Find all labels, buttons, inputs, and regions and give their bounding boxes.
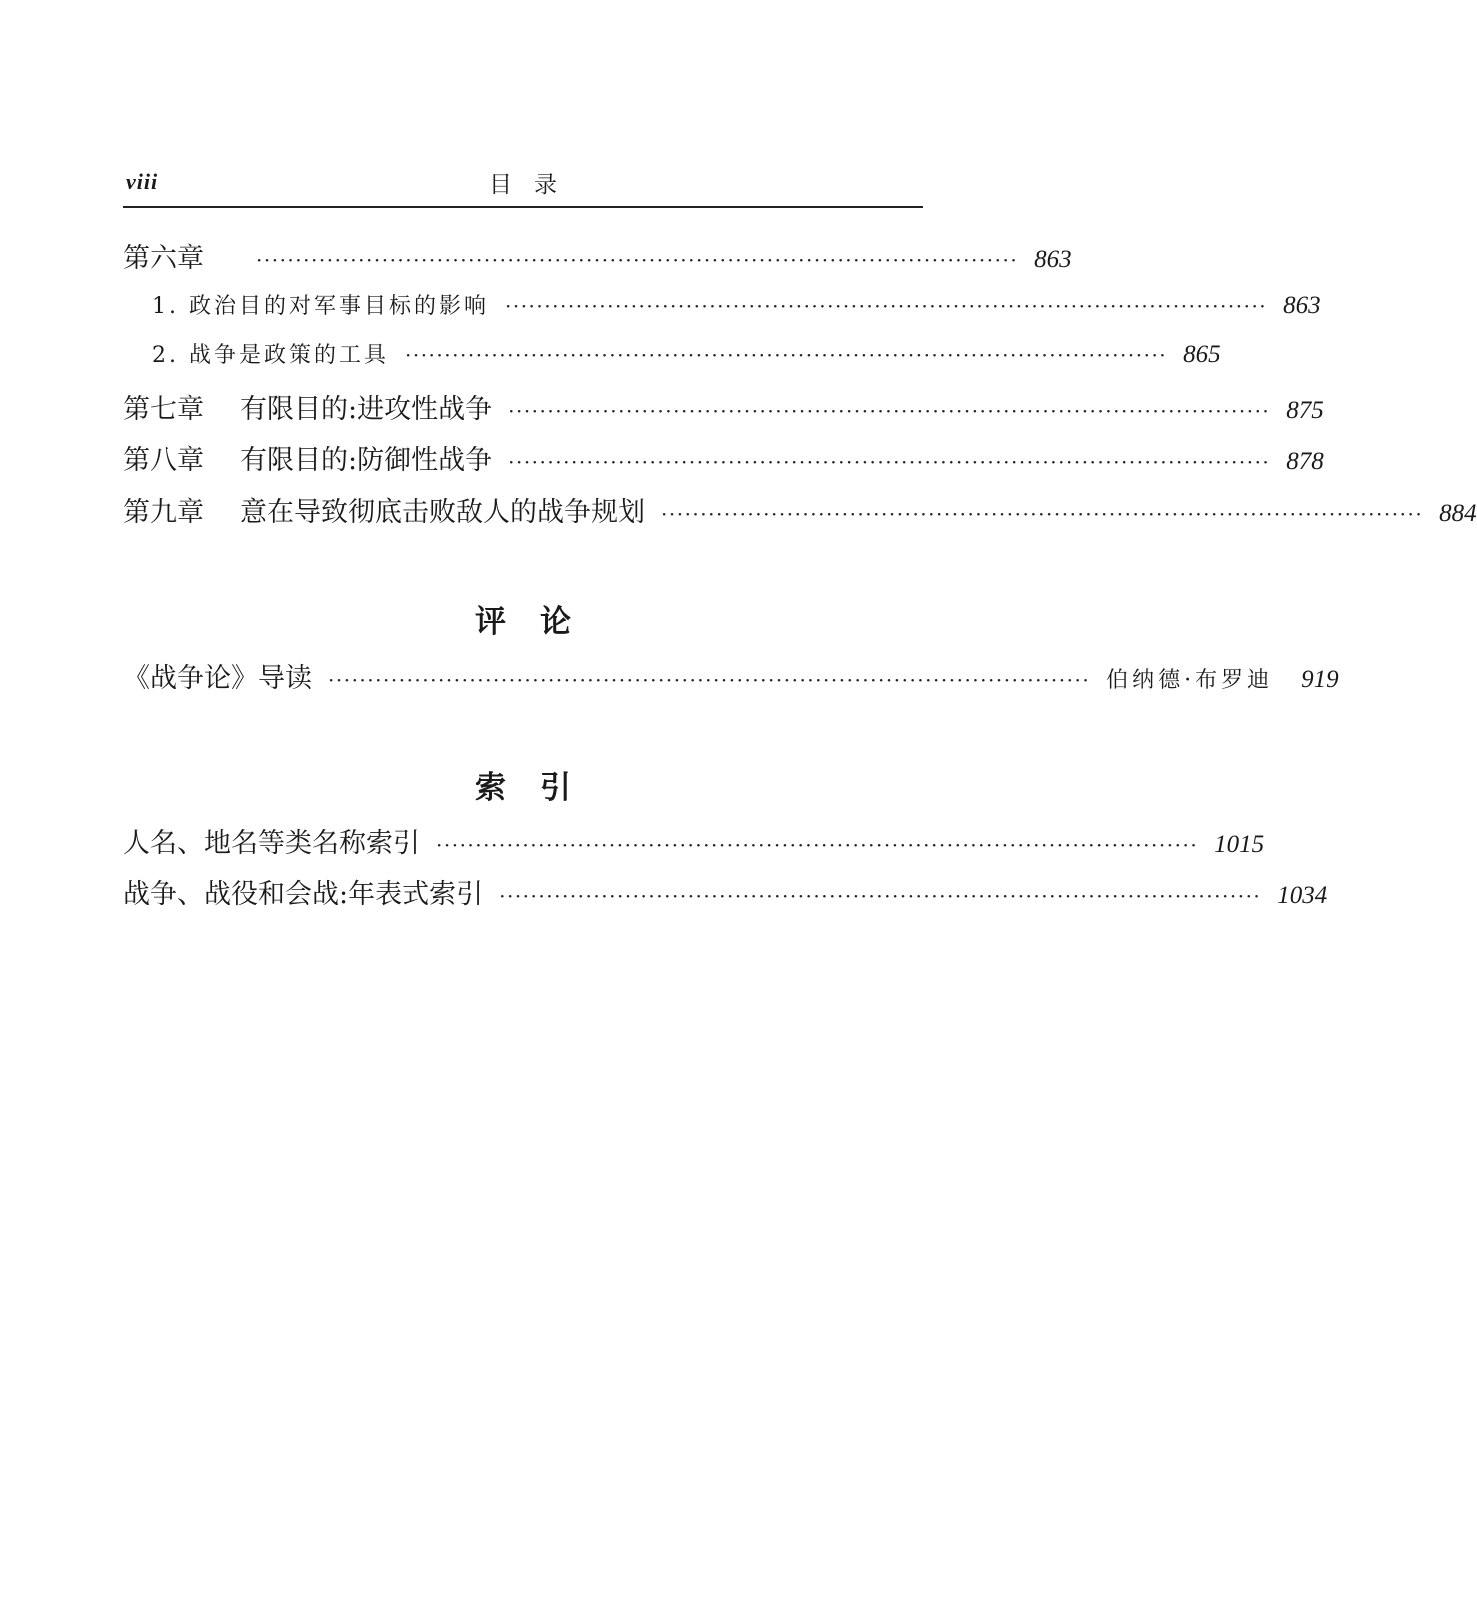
toc-entry-author: 伯纳德·布罗迪 [1106,668,1274,693]
toc-entry-chapter-9 [123,490,1477,530]
leader-dots: ································································································· [508,399,1271,423]
page-header [123,164,923,206]
leader-dots: ································································································· [404,343,1168,367]
toc-entry-index-wars [123,872,1328,912]
leader-dots: ································································································· [508,450,1271,474]
leader-dots: ································································································· [436,833,1199,857]
toc-entry-page: 875 [1286,397,1324,424]
leader-dots: ································································································· [328,668,1091,692]
leader-dots: ································································································· [661,502,1424,526]
toc-entry-page: 1015 [1214,831,1265,858]
toc-entry-label: 2. 战争是政策的工具 [152,343,389,368]
page-folio: viii [126,169,159,194]
toc-entry-title: 战争、战役和会战:年表式索引 [123,879,484,910]
leader-dots: ································································································· [504,294,1268,318]
toc-entry-label: 第八章 [123,445,204,476]
toc-entry-page: 884 [1439,500,1477,527]
toc-entry-commentary [123,656,1339,696]
toc-entry-page: 878 [1286,448,1324,475]
toc-entry-title: 人名、地名等类名称索引 [123,828,420,859]
section-heading-commentary: 评论 [475,604,605,640]
toc-entry-title: 有限目的:进攻性战争 [240,394,493,425]
section-heading-index: 索引 [475,770,605,806]
toc-entry-chapter-6 [123,236,1072,276]
toc-entry-page: 919 [1301,666,1339,693]
toc-entry-title: 《战争论》导读 [123,663,312,694]
toc-entry-index-names [123,821,1265,861]
toc-entry-page: 863 [1283,292,1321,319]
toc-entry-label: 1. 政治目的对军事目标的影响 [152,294,489,319]
toc-entry-page: 865 [1183,341,1221,368]
leader-dots: ································································································· [256,248,1019,272]
toc-entry-chapter-8 [123,438,1324,478]
toc-entry-page: 863 [1034,246,1072,273]
toc-entry-title: 有限目的:防御性战争 [240,445,493,476]
toc-entry-label: 第九章 [123,497,204,528]
toc-entry-section-6-2 [152,338,1221,378]
header-rule [123,206,923,208]
toc-entry-section-6-1 [152,289,1321,329]
toc-entry-label: 第七章 [123,394,204,425]
leader-dots: ································································································· [499,884,1262,908]
toc-entry-label: 第六章 [123,243,204,274]
toc-entry-page: 1034 [1277,882,1328,909]
running-title: 目录 [489,172,579,198]
toc-entry-title: 意在导致彻底击败敌人的战争规划 [240,497,645,528]
toc-entry-chapter-7 [123,387,1324,427]
